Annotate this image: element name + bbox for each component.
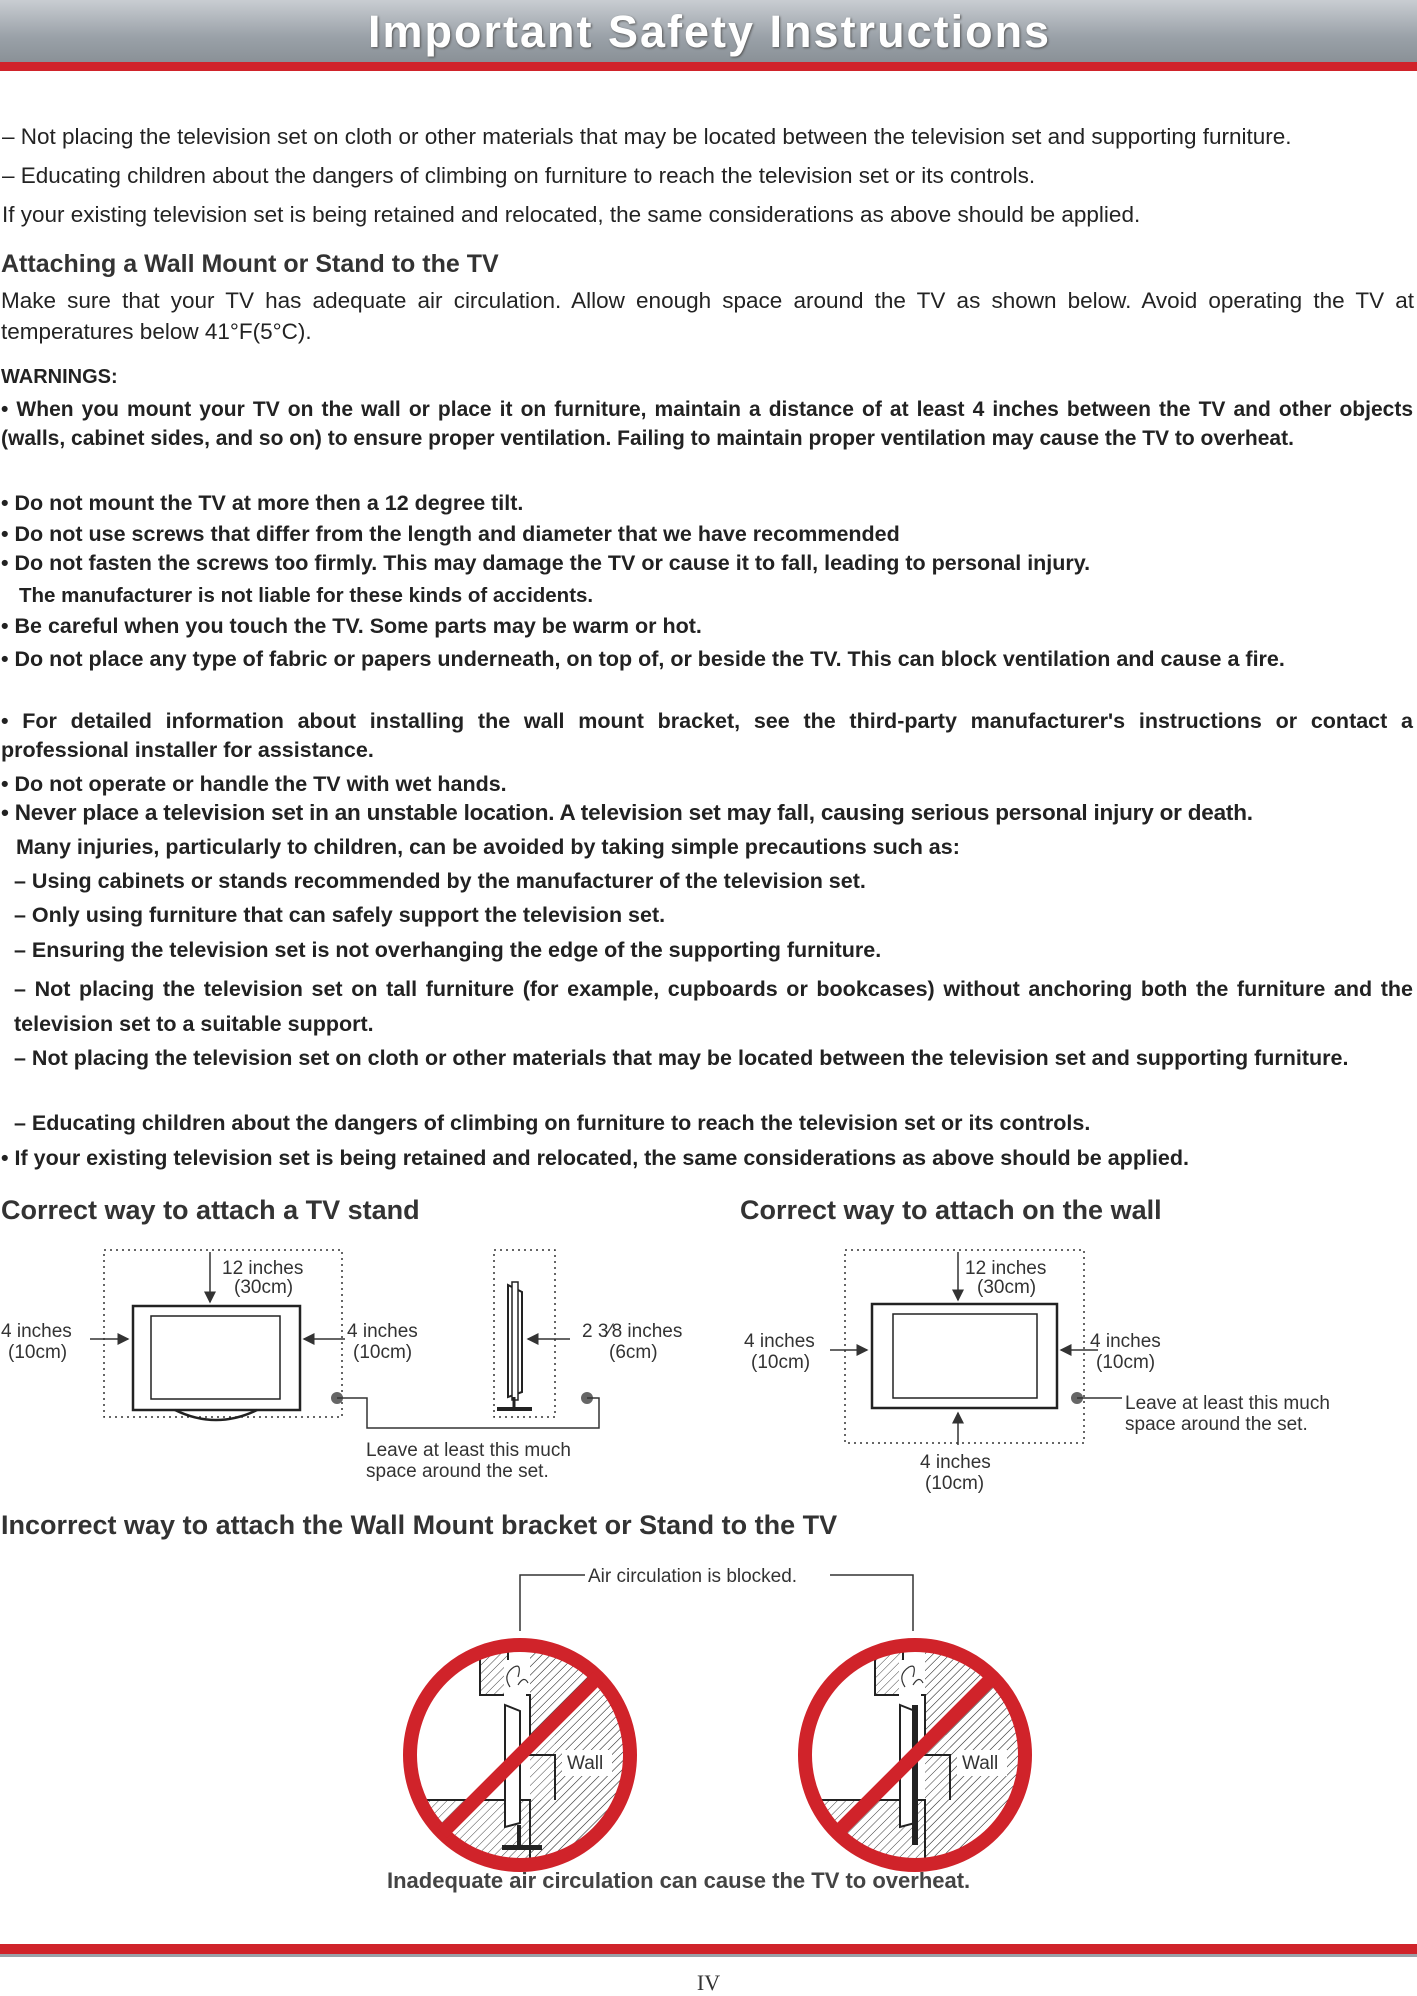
wall-label: Wall (567, 1753, 604, 1774)
warning-item: – Only using furniture that can safely support the television set. (14, 903, 666, 927)
section-paragraph: Make sure that your TV has adequate air circulation. Allow enough space around the TV as shown below. Avoid operating the TV at temperatures below 41°F(5°C). (1, 288, 1414, 344)
warning-item: • If your existing television set is being retained and relocated, the same considerations as above should be applied. (1, 1146, 1189, 1170)
warning-item: The manufacturer is not liable for these kinds of accidents. (19, 584, 594, 607)
warning-item: • For detailed information about installing the wall mount bracket, see the third-party manufacturer's instructions or contact a professional installer for assistance. (1, 709, 1413, 762)
wall-left-inches: 4 inches (744, 1331, 815, 1352)
section-heading: Attaching a Wall Mount or Stand to the TV (1, 250, 499, 278)
warning-item: • Do not use screws that differ from the length and diameter that we have recommended (1, 522, 900, 546)
warnings-label: WARNINGS: (1, 366, 118, 388)
warning-item: – Not placing the television set on cloth or other materials that may be located between the television set and supporting furniture. (14, 1046, 1349, 1070)
warning-item: Many injuries, particularly to children, can be avoided by taking simple precautions such as: (16, 835, 960, 859)
stand-note-line2: space around the set. (366, 1461, 549, 1482)
warning-item: – Educating children about the dangers of climbing on furniture to reach the television set or its controls. (14, 1111, 1091, 1135)
stand-note-line1: Leave at least this much (366, 1440, 571, 1461)
incorrect-heading: Incorrect way to attach the Wall Mount bracket or Stand to the TV (1, 1510, 838, 1540)
footer-grey-bar (0, 1954, 1417, 1957)
stand-left-cm: (10cm) (8, 1342, 68, 1363)
intro-line: – Educating children about the dangers of climbing on furniture to reach the television set or its controls. (2, 163, 1036, 188)
wall-note-line2: space around the set. (1125, 1414, 1308, 1435)
wall-diagram-heading: Correct way to attach on the wall (740, 1195, 1162, 1225)
stand-clearance-diagram (0, 1240, 720, 1490)
warning-item: • Do not operate or handle the TV with wet hands. (1, 772, 507, 796)
stand-side-cm: (6cm) (609, 1342, 658, 1363)
stand-right-cm: (10cm) (353, 1342, 413, 1363)
footer-accent-bar (0, 1944, 1417, 1954)
stand-side-inches: 2 3⁄8 inches (582, 1321, 683, 1342)
warning-item: – Using cabinets or stands recommended by the manufacturer of the television set. (14, 869, 866, 893)
warning-item: • Do not place any type of fabric or papers underneath, on top of, or beside the TV. This can block ventilation and cause a fire. (1, 647, 1285, 671)
wall-label: Wall (962, 1753, 999, 1774)
header-accent-bar (0, 62, 1417, 71)
wall-clearance-diagram (730, 1240, 1417, 1500)
warning-item: • Never place a television set in an unstable location. A television set may fall, causing serious personal injury or death. (1, 800, 1253, 825)
stand-diagram-heading: Correct way to attach a TV stand (1, 1195, 420, 1225)
stand-left-inches: 4 inches (1, 1321, 72, 1342)
stand-top-inches: 12 inches (222, 1258, 304, 1279)
wall-top-inches: 12 inches (965, 1258, 1047, 1279)
wall-right-cm: (10cm) (1096, 1352, 1156, 1373)
warning-item: • Do not mount the TV at more then a 12 degree tilt. (1, 491, 524, 515)
wall-note-line1: Leave at least this much (1125, 1393, 1330, 1414)
wall-bottom-cm: (10cm) (925, 1473, 985, 1494)
wall-bottom-inches: 4 inches (920, 1452, 991, 1473)
warning-item: • When you mount your TV on the wall or place it on furniture, maintain a distance of at least 4 inches between the TV and other objects (walls, cabinet sides, and so on) to ensure proper ventilation. Failing to maintain proper ventilation may cause the TV to overheat. (1, 398, 1413, 450)
warning-item: • Be careful when you touch the TV. Some parts may be warm or hot. (1, 614, 702, 638)
warning-item: – Not placing the television set on tall furniture (for example, cupboards or bookcases) without anchoring both the furniture and the television set to a suitable support. (14, 977, 1413, 1036)
page-header (0, 0, 1417, 62)
page-number: IV (696, 1970, 721, 1995)
incorrect-mount-diagram (370, 1555, 1060, 1875)
wall-left-cm: (10cm) (751, 1352, 811, 1373)
intro-line: If your existing television set is being retained and relocated, the same considerations as above should be applied. (2, 202, 1141, 227)
overheat-caption: Inadequate air circulation can cause the TV to overheat. (387, 1868, 971, 1893)
air-blocked-label: Air circulation is blocked. (588, 1566, 798, 1587)
wall-right-inches: 4 inches (1090, 1331, 1161, 1352)
page-title: Important Safety Instructions (368, 6, 1052, 57)
warning-item: • Do not fasten the screws too firmly. This may damage the TV or cause it to fall, leading to personal injury. (1, 551, 1091, 575)
stand-right-inches: 4 inches (347, 1321, 418, 1342)
wall-top-cm: (30cm) (977, 1277, 1037, 1298)
warning-item: – Ensuring the television set is not overhanging the edge of the supporting furniture. (14, 938, 882, 962)
stand-top-cm: (30cm) (234, 1277, 294, 1298)
intro-line: – Not placing the television set on cloth or other materials that may be located between the television set and supporting furniture. (2, 124, 1292, 149)
